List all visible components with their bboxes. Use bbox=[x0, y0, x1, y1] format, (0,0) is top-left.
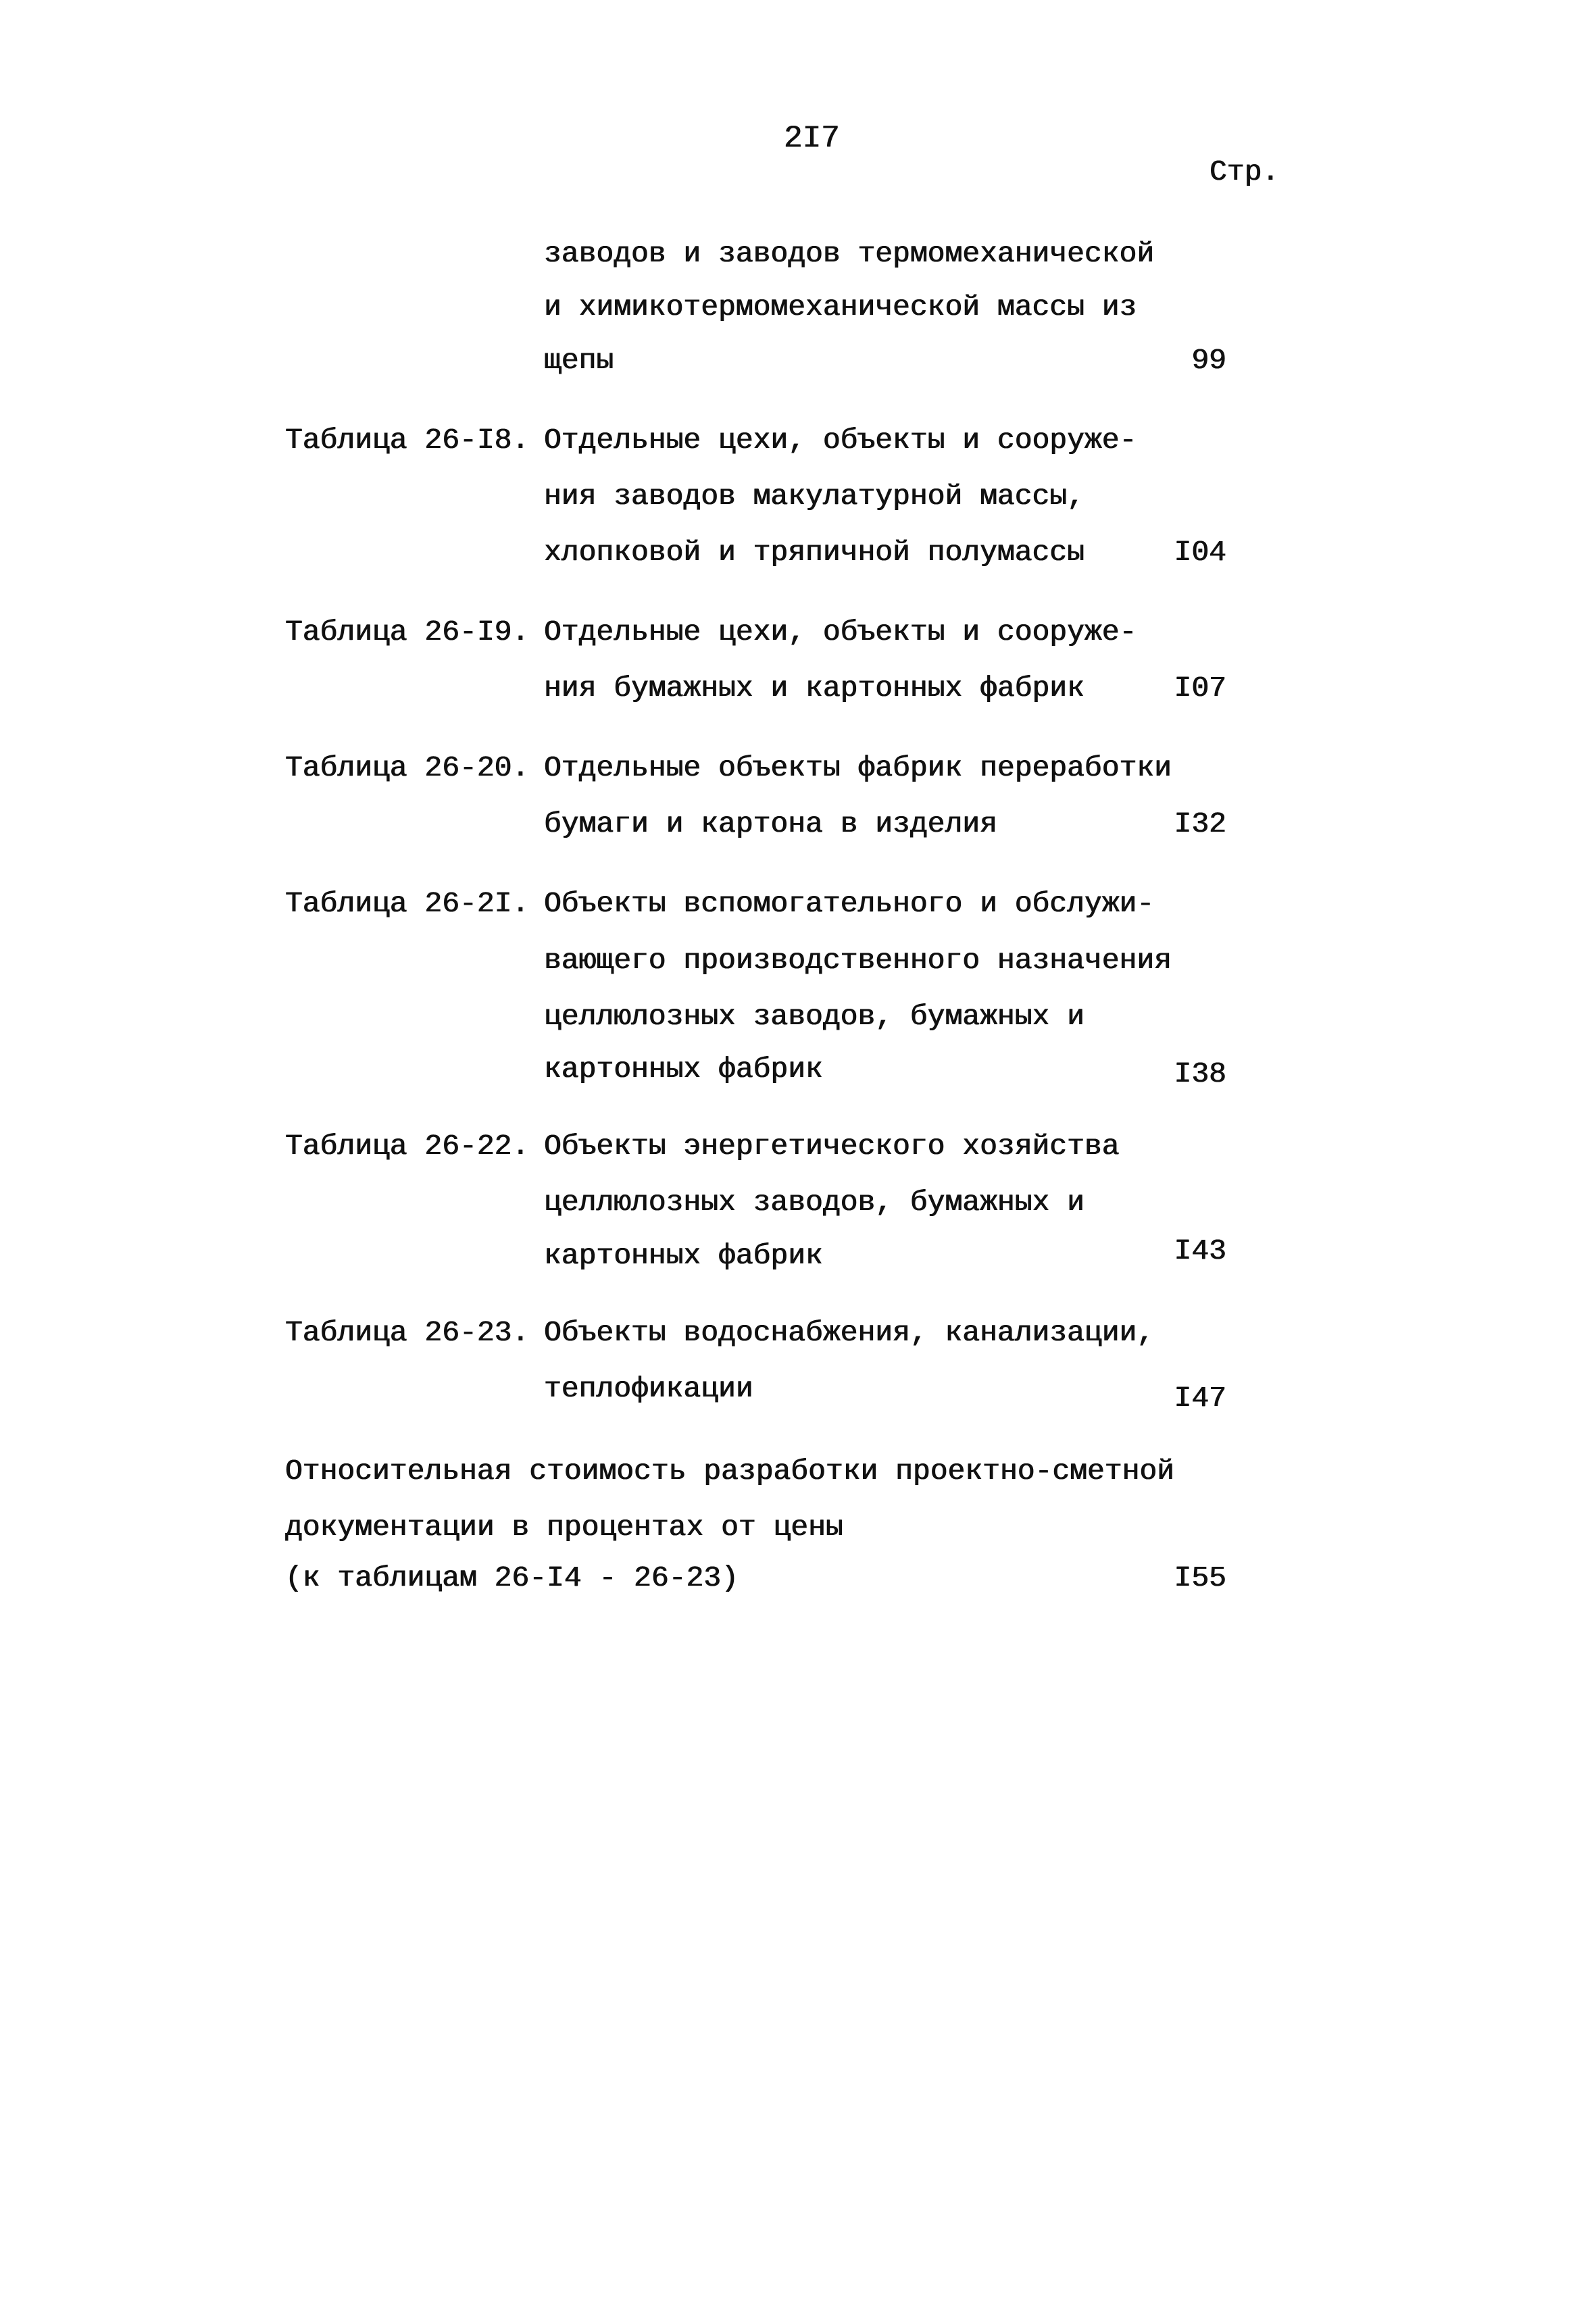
entry-text-line: Объекты вспомогательного и обслужи- bbox=[544, 887, 1155, 920]
entry-page-number: I43 bbox=[1174, 1234, 1226, 1267]
entry-text-line: бумаги и картона в изделия bbox=[544, 807, 997, 840]
page-number: 2I7 bbox=[784, 121, 840, 156]
entry-text-line: Отдельные цехи, объекты и сооруже- bbox=[544, 424, 1137, 457]
entry-text-line: Отдельные цехи, объекты и сооруже- bbox=[544, 615, 1137, 649]
entry-text-line: вающего производственного назначения bbox=[544, 944, 1172, 977]
entry-table-label: Таблица 26-20. bbox=[285, 751, 530, 784]
entry-text-line: хлопковой и тряпичной полумассы bbox=[544, 536, 1084, 569]
entry-text-line: щепы bbox=[544, 344, 614, 377]
entry-page-number: I55 bbox=[1174, 1561, 1226, 1594]
entry-text-line: (к таблицам 26-I4 - 26-23) bbox=[285, 1561, 739, 1594]
entry-page-number: I07 bbox=[1174, 672, 1226, 705]
entry-text-line: ния бумажных и картонных фабрик bbox=[544, 672, 1084, 705]
entry-text-line: целлюлозных заводов, бумажных и bbox=[544, 1186, 1084, 1219]
entry-text-line: заводов и заводов термомеханической bbox=[544, 237, 1155, 270]
entry-text-line: Отдельные объекты фабрик переработки bbox=[544, 751, 1172, 784]
entry-text-line: документации в процентах от цены bbox=[285, 1511, 843, 1544]
entry-text-line: теплофикации bbox=[544, 1372, 753, 1405]
entry-page-number: I47 bbox=[1174, 1382, 1226, 1415]
entry-table-label: Таблица 26-22. bbox=[285, 1130, 530, 1163]
page-column-header: Стр. bbox=[1210, 155, 1280, 188]
entry-page-number: I38 bbox=[1174, 1057, 1226, 1090]
entry-text-line: Относительная стоимость разработки проектно-сметной bbox=[285, 1455, 1175, 1488]
entry-text-line: и химикотермомеханической массы из bbox=[544, 291, 1137, 324]
entry-page-number: 99 bbox=[1191, 344, 1226, 377]
entry-text-line: картонных фабрик bbox=[544, 1239, 823, 1272]
entry-text-line: целлюлозных заводов, бумажных и bbox=[544, 1000, 1084, 1033]
entry-text-line: Объекты энергетического хозяйства bbox=[544, 1130, 1120, 1163]
entry-page-number: I32 bbox=[1174, 807, 1226, 840]
entry-table-label: Таблица 26-I8. bbox=[285, 424, 530, 457]
entry-table-label: Таблица 26-2I. bbox=[285, 887, 530, 920]
entry-page-number: I04 bbox=[1174, 536, 1226, 569]
entry-text-line: ния заводов макулатурной массы, bbox=[544, 480, 1084, 513]
entry-table-label: Таблица 26-23. bbox=[285, 1316, 530, 1349]
entry-text-line: картонных фабрик bbox=[544, 1053, 823, 1086]
entry-text-line: Объекты водоснабжения, канализации, bbox=[544, 1316, 1155, 1349]
entry-table-label: Таблица 26-I9. bbox=[285, 615, 530, 649]
